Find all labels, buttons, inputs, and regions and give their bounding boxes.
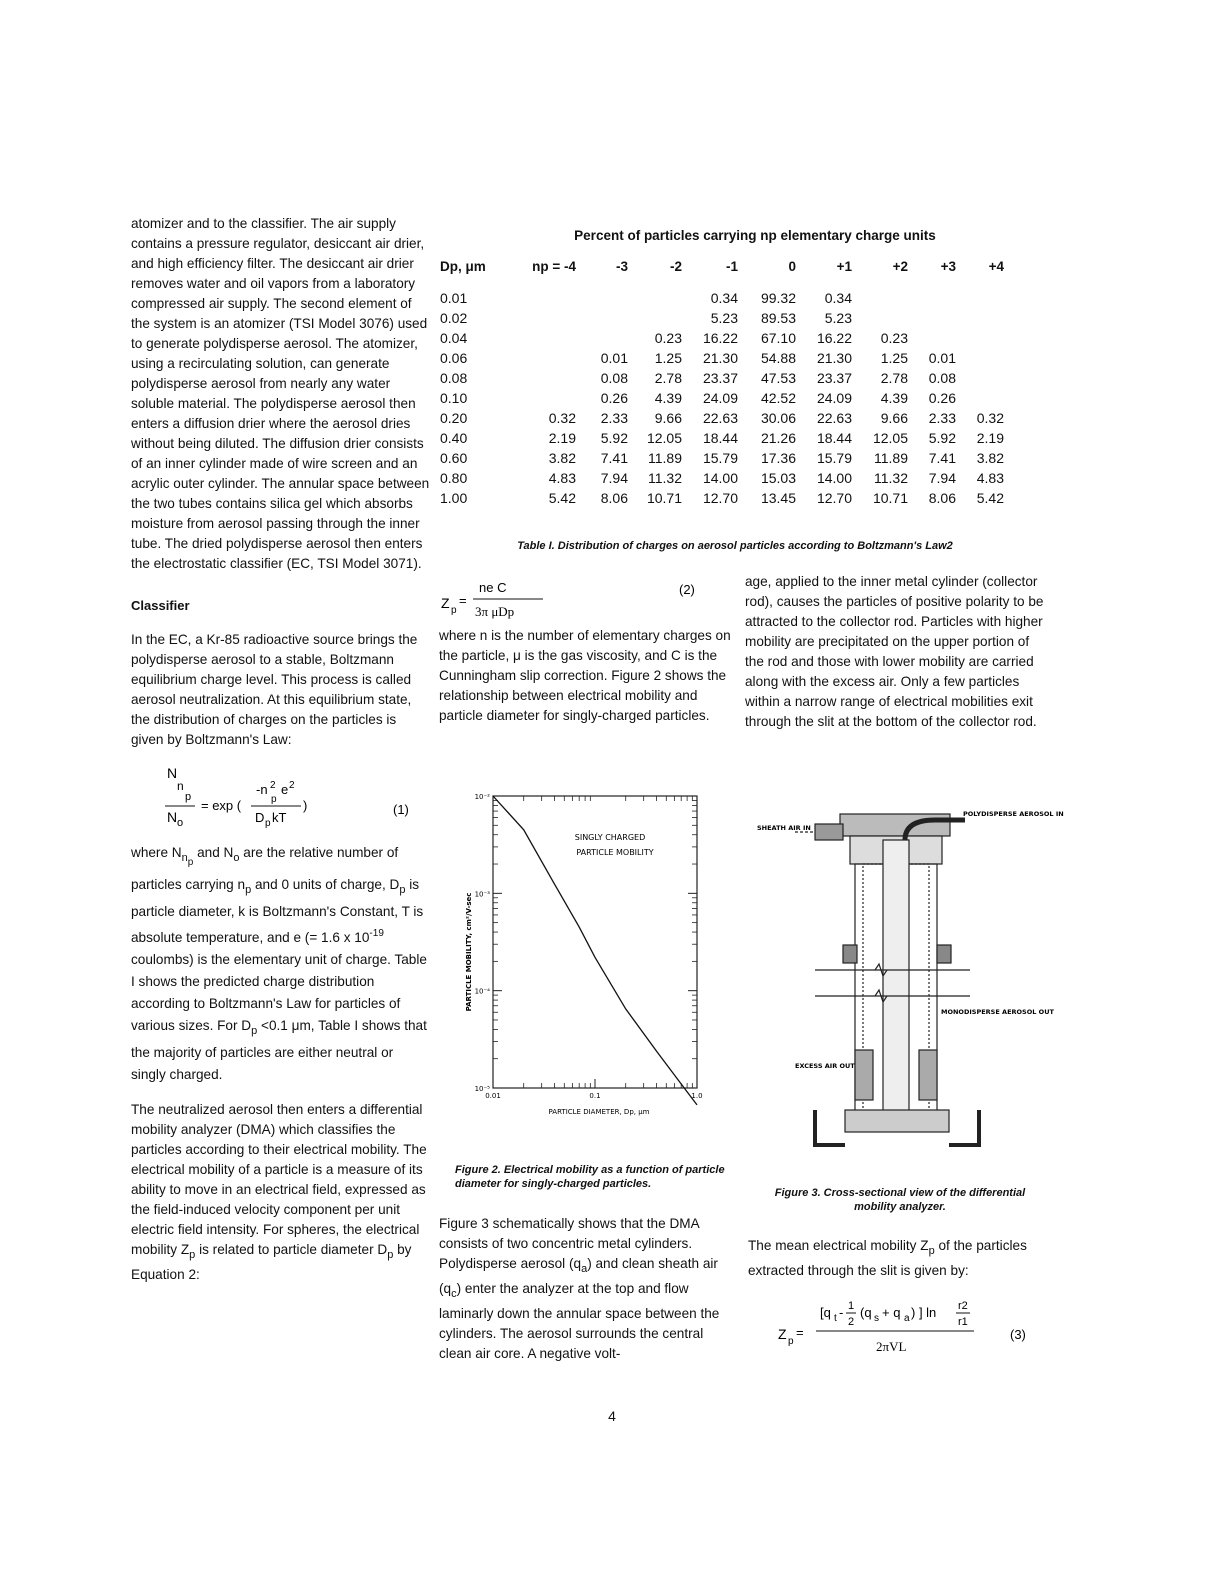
figure-3-diagram: [755, 810, 1064, 1160]
svg-text:= exp (: = exp (: [201, 798, 242, 813]
table-row: [440, 288, 1004, 308]
table-cell: 0.01: [440, 290, 468, 306]
body-paragraph: where n is the number of elementary charges on the particle, μ is the gas viscosity, and C is the Cunningham slip correction. Figure 2 shows the relationship between electrical mobility and particle diameter for singly-charged particles.: [439, 628, 731, 723]
svg-text:=: =: [796, 1325, 804, 1340]
table-cell: 4.39: [654, 390, 682, 406]
table-row: [440, 428, 1004, 448]
table-header-cell: 0: [788, 259, 796, 274]
equation-2-denominator: 3π μDp: [475, 604, 515, 619]
table-cell: 0.34: [824, 290, 852, 306]
text-fragment: of the particles extracted through the slit is given by:: [748, 1238, 1027, 1278]
svg-text:Z: Z: [778, 1326, 787, 1342]
table-cell: 54.88: [760, 350, 796, 366]
table-cell: [956, 388, 1004, 408]
chart-title-line-1: SINGLY CHARGED: [574, 833, 646, 842]
table-cell: 18.44: [702, 430, 738, 446]
table-cell: 8.06: [928, 490, 956, 506]
table-cell: 13.45: [760, 490, 796, 506]
x-tick-label: 0.1: [589, 1092, 601, 1100]
body-paragraph: atomizer and to the classifier. The air supply contains a pressure regulator, desiccant air drier, and high efficiency filter. The desiccant air drier removes water and oil vapors from a laboratory compressed air supply. The second element of the system is an atomizer (TSI Model 3076) used to generate polydisperse aerosol. The atomizer, using a recirculating solution, can generate polydisperse aerosol from nearly any water soluble material. The polydisperse aerosol then enters a diffusion drier where the aerosol dries without being diluted. The diffusion drier consists of an inner cylinder made of wire screen and an acrylic outer cylinder. The annular space between the two tubes contains silica gel which absorbs moisture from aerosol passing through the inner tube. The dried polydisperse aerosol then enters the electrostatic classifier (EC, TSI Model 3071).: [131, 216, 430, 571]
table-cell: 5.92: [928, 430, 956, 446]
table-cell: [628, 308, 682, 328]
side-fitting: [937, 945, 951, 963]
text-fragment: and N: [193, 845, 234, 860]
table-cell: 10.71: [646, 490, 682, 506]
table-cell: 5.42: [976, 490, 1004, 506]
equation-1-graphic: [131, 764, 431, 838]
table: [440, 259, 1004, 508]
table-cell: 2.19: [976, 430, 1004, 446]
table-cell: 22.63: [816, 410, 852, 426]
table-cell: [852, 308, 908, 328]
table-cell: 9.66: [654, 410, 682, 426]
table-cell: 0.10: [440, 390, 468, 406]
bottom-base: [845, 1110, 949, 1132]
table-cell: [576, 308, 628, 328]
table-cell: 11.89: [648, 450, 682, 466]
svg-text:o: o: [177, 817, 184, 829]
mono-outlet-tube: [949, 1110, 979, 1145]
table-cell: 0.60: [440, 450, 468, 466]
body-paragraph: age, applied to the inner metal cylinder (collector rod), causes the particles of positive polarity to be attracted to the collector rod. Particles with higher mobility are precipitated on the upper portion of the rod and those with lower mobility are carried along with the excess air. Only a few particles within a narrow range of electrical mobilities exit through the slit at the bottom of the collector rod.: [745, 574, 1044, 729]
mono-label: MONODISPERSE AEROSOL OUT: [941, 1008, 1054, 1016]
svg-text:2: 2: [289, 780, 295, 791]
table-cell: 47.53: [760, 370, 796, 386]
table-header-cell: +3: [940, 259, 956, 274]
table-cell: 11.32: [874, 470, 908, 486]
table-cell: 1.00: [440, 490, 468, 506]
svg-text:N: N: [167, 765, 178, 781]
svg-text:2: 2: [848, 1316, 855, 1328]
table-cell: 0.02: [440, 310, 468, 326]
left-column: [131, 214, 431, 1299]
table-cell: 11.32: [648, 470, 682, 486]
table-caption: Table I. Distribution of charges on aerosol particles according to Boltzmann's Law2: [517, 540, 953, 552]
table-cell: 5.23: [824, 310, 852, 326]
table-cell: 5.42: [548, 490, 576, 506]
table-cell: 3.82: [548, 450, 576, 466]
table-cell: 0.26: [600, 390, 628, 406]
svg-text:[q: [q: [820, 1305, 831, 1320]
table-cell: 7.41: [928, 450, 956, 466]
table-cell: 14.00: [702, 470, 738, 486]
excess-label: EXCESS AIR OUT: [795, 1062, 855, 1070]
table-title: Percent of particles carrying np elementary charge units: [574, 228, 936, 243]
table-cell: 0.40: [440, 430, 468, 446]
table-cell: 18.44: [816, 430, 852, 446]
table-cell: [956, 348, 1004, 368]
table-cell: [956, 328, 1004, 348]
collector-rod: [883, 840, 909, 1120]
svg-text:(q: (q: [860, 1305, 872, 1320]
table-cell: 7.41: [600, 450, 628, 466]
table-cell: 1.25: [654, 350, 682, 366]
table-row: [440, 368, 1004, 388]
svg-text:2: 2: [270, 780, 276, 791]
charge-distribution-table: [440, 228, 1030, 508]
text-fragment: are the relative number of particles carrying n: [131, 845, 399, 892]
table-row: [440, 308, 1004, 328]
chart-title-line-2: PARTICLE MOBILITY: [576, 848, 654, 857]
x-axis-label: PARTICLE DIAMETER, Dp, μm: [548, 1108, 650, 1116]
text-fragment: The neutralized aerosol then enters a differential mobility analyzer (DMA) which classifies the particles according to their electrical mobility. The electrical mobility of a particle is a measure of its ability to move in an electrical field, expressed as the field-induced velocity component per unit electric field intensity. For spheres, the electrical mobility Z: [131, 1102, 427, 1257]
table-row: [440, 448, 1004, 468]
figure-2-chart: [455, 788, 720, 1128]
table-cell: 12.05: [872, 430, 908, 446]
right-column-lower: [748, 1236, 1048, 1371]
table-cell: 16.22: [816, 330, 852, 346]
text-fragment: is related to particle diameter D: [195, 1242, 388, 1257]
table-cell: [852, 288, 908, 308]
table-cell: 4.83: [976, 470, 1004, 486]
table-cell: 11.89: [874, 450, 908, 466]
table-cell: [576, 328, 628, 348]
table-cell: 15.79: [702, 450, 738, 466]
text-fragment: The mean electrical mobility Z: [748, 1238, 929, 1253]
figure-2-caption: Figure 2. Electrical mobility as a function of particle diameter for singly-charged particles.: [455, 1164, 725, 1190]
table-cell: [510, 368, 576, 388]
svg-text:p: p: [451, 605, 457, 616]
table-cell: 4.39: [880, 390, 908, 406]
table-cell: 0.80: [440, 470, 468, 486]
equation-3: [748, 1295, 1048, 1365]
equation-1-number: (1): [393, 802, 409, 817]
text-fragment: is particle diameter, k is Boltzmann's Constant, T is absolute temperature, and e (= 1.6 x 10: [131, 877, 424, 945]
table-cell: 17.36: [760, 450, 796, 466]
table-cell: 7.94: [600, 470, 628, 486]
x-tick-label: 1.0: [691, 1092, 703, 1100]
svg-text:e: e: [281, 782, 289, 797]
svg-text:D: D: [255, 810, 265, 825]
side-fitting: [843, 945, 857, 963]
table-header-cell: -3: [615, 259, 628, 274]
table-cell: [510, 308, 576, 328]
table-cell: [908, 288, 956, 308]
table-header-cell: +2: [892, 259, 908, 274]
svg-text:a: a: [904, 1313, 910, 1324]
poly-label: POLYDISPERSE AEROSOL IN: [963, 810, 1064, 818]
svg-text:p: p: [185, 791, 192, 803]
svg-text:p: p: [271, 794, 277, 805]
table-cell: [956, 288, 1004, 308]
table-cell: 30.06: [760, 410, 796, 426]
table-cell: 2.33: [600, 410, 628, 426]
table-row: [440, 468, 1004, 488]
sheath-label: SHEATH AIR IN: [757, 824, 811, 832]
table-cell: [628, 288, 682, 308]
table-header-cell: +1: [836, 259, 852, 274]
y-tick-label: 10⁻⁵: [474, 1085, 490, 1093]
svg-text:-: -: [839, 1305, 844, 1320]
table-cell: 21.26: [760, 430, 796, 446]
equation-2-graphic: [439, 572, 739, 626]
text-fragment: ) and clean sheath air (q: [439, 1256, 718, 1296]
svg-text:s: s: [874, 1313, 879, 1324]
table-cell: 0.32: [548, 410, 576, 426]
svg-text:1: 1: [848, 1300, 855, 1312]
table-cell: [510, 388, 576, 408]
text-fragment: <0.1 μm, Table I shows that the majority of particles are either neutral or singly charged.: [131, 1018, 427, 1082]
table-header-cell: +4: [988, 259, 1004, 274]
table-cell: 9.66: [880, 410, 908, 426]
equation-2: [439, 572, 739, 626]
equation-2-number: (2): [679, 582, 695, 597]
excess-air-tube: [815, 1110, 845, 1145]
table-cell: 14.00: [816, 470, 852, 486]
mono-outlet-fitting: [919, 1050, 937, 1100]
equation-2-numerator: ne C: [479, 580, 507, 595]
svg-text:r2: r2: [958, 1300, 968, 1312]
table-cell: 0.20: [440, 410, 468, 426]
table-cell: 0.06: [440, 350, 468, 366]
table-row: [440, 488, 1004, 508]
table-body: [440, 288, 1004, 508]
y-tick-label: 10⁻⁴: [474, 987, 490, 996]
equation-3-number: (3): [1010, 1327, 1026, 1342]
y-axis-label: PARTICLE MOBILITY, cm²/V-sec: [465, 892, 473, 1012]
table-row: [440, 388, 1004, 408]
table-cell: 21.30: [816, 350, 852, 366]
body-paragraph: Figure 3 schematically shows that the DMA consists of two concentric metal cylinders. Polydisperse aerosol $(q_a)$ and clean sheath air $(q_c)$ enter the analyzer at the top and flow laminarly down the annular space between the cylinders. The aerosol surrounds the central clean air core. A negative volt-: [439, 1216, 720, 1361]
table-cell: 0.01: [600, 350, 628, 366]
svg-text:kT: kT: [272, 810, 287, 825]
text-fragment: ) enter the analyzer at the top and flow laminarly down the annular space between the cylinders. The aerosol surrounds the central clean air core. A negative volt-: [439, 1281, 720, 1361]
table-cell: 5.23: [710, 310, 738, 326]
table-cell: 21.30: [702, 350, 738, 366]
table-cell: 3.82: [976, 450, 1004, 466]
svg-text:=: =: [459, 593, 467, 608]
y-tick-label: 10⁻³: [474, 890, 490, 899]
svg-text:t: t: [834, 1313, 837, 1324]
table-cell: 2.19: [548, 430, 576, 446]
table-cell: 12.70: [816, 490, 852, 506]
excess-air-fitting: [855, 1050, 873, 1100]
page-number: 4: [608, 1408, 616, 1424]
text-fragment: and 0 units of charge, D: [251, 877, 400, 892]
table-header-row: [440, 259, 1004, 288]
table-cell: 0.32: [976, 410, 1004, 426]
table-header-cell: -2: [669, 259, 682, 274]
table-cell: 2.78: [654, 370, 682, 386]
text-fragment: coulombs) is the elementary unit of charge. Table I shows the predicted charge distribution according to Boltzmann's Law for particles of various sizes. For D: [131, 952, 427, 1033]
table-cell: 12.70: [702, 490, 738, 506]
table-cell: 2.78: [880, 370, 908, 386]
table-header-cell: Dp, μm: [440, 259, 486, 274]
body-paragraph: The mean electrical mobility $Z_p$ of the particles extracted through the slit is given by:: [748, 1238, 1027, 1278]
y-tick-label: 10⁻²: [474, 793, 490, 801]
svg-text:N: N: [167, 809, 178, 825]
table-cell: 15.79: [816, 450, 852, 466]
table-cell: 23.37: [702, 370, 738, 386]
table-cell: 16.22: [702, 330, 738, 346]
body-paragraph: The neutralized aerosol then enters a differential mobility analyzer (DMA) which classifies the particles according to their electrical mobility. The electrical mobility of a particle is a measure of its ability to move in an electrical field, expressed as the field-induced velocity component per unit electric field intensity. For spheres, the electrical mobility $Z_p$ is related to particle diameter $D_p$ by Equation 2:: [131, 1102, 427, 1282]
table-cell: [956, 368, 1004, 388]
table-cell: 5.92: [600, 430, 628, 446]
table-cell: 23.37: [816, 370, 852, 386]
table-cell: [908, 308, 956, 328]
text-fragment: where N: [131, 845, 182, 860]
table-header-cell: -1: [725, 259, 738, 274]
table-cell: 7.94: [928, 470, 956, 486]
mobility-curve: [493, 796, 697, 1105]
table-cell: 99.32: [760, 290, 796, 306]
x-tick-label: 0.01: [485, 1092, 501, 1100]
svg-text:) ] ln: ) ] ln: [911, 1305, 937, 1320]
svg-text:p: p: [788, 1336, 794, 1347]
table-cell: 0.08: [928, 370, 956, 386]
table-cell: 0.23: [880, 330, 908, 346]
svg-text:-n: -n: [256, 782, 268, 797]
table-cell: 89.53: [760, 310, 796, 326]
svg-text:+ q: + q: [882, 1305, 901, 1320]
table-cell: 8.06: [600, 490, 628, 506]
table-row: [440, 408, 1004, 428]
right-column: [745, 572, 1045, 746]
top-cap: [840, 814, 950, 836]
text-fragment: Figure 3 schematically shows that the DMA consists of two concentric metal cylinders. Polydisperse aerosol (q: [439, 1216, 699, 1271]
table-row: [440, 348, 1004, 368]
table-cell: 22.63: [702, 410, 738, 426]
table-cell: 10.71: [872, 490, 908, 506]
equation-1: [131, 764, 431, 838]
table-cell: 0.04: [440, 330, 468, 346]
table-cell: [576, 288, 628, 308]
table-cell: [956, 308, 1004, 328]
middle-column-lower: [439, 1214, 739, 1378]
figure-3-caption: Figure 3. Cross-sectional view of the differential mobility analyzer.: [774, 1187, 1026, 1213]
table-cell: 0.08: [440, 370, 468, 386]
table-cell: 0.23: [654, 330, 682, 346]
table-cell: [510, 288, 576, 308]
svg-text:n: n: [177, 779, 184, 793]
table-cell: 0.08: [600, 370, 628, 386]
table-cell: [908, 328, 956, 348]
table-cell: [510, 328, 576, 348]
table-row: [440, 328, 1004, 348]
table-cell: 0.01: [928, 350, 956, 366]
text-fragment: -19: [369, 928, 384, 939]
table-header-cell: np = -4: [532, 259, 576, 274]
body-paragraph: where $N_{np}$ and $N_o$ are the relative number of particles carrying $n_p$ and 0 units of charge, $D_p$ is particle diameter, k is Boltzmann's Constant, T is absolute temperature, and e (= 1.6 x $10^{-19}$ coulombs) is the elementary unit of charge. Table I shows the predicted charge distribution according to Boltzmann's Law for particles of various sizes. For $D_p <0.1$ μm, Table I shows that the majority of particles are either neutral or singly charged.: [131, 845, 427, 1082]
table-cell: 42.52: [760, 390, 796, 406]
svg-text:p: p: [265, 818, 271, 829]
middle-column: [439, 572, 739, 740]
table-cell: 12.05: [646, 430, 682, 446]
svg-text:2πVL: 2πVL: [876, 1339, 907, 1354]
table-cell: 0.34: [710, 290, 738, 306]
table-cell: 1.25: [880, 350, 908, 366]
table-cell: 24.09: [816, 390, 852, 406]
svg-text:r1: r1: [958, 1316, 968, 1328]
table-cell: 15.03: [760, 470, 796, 486]
body-paragraph: In the EC, a Kr-85 radioactive source brings the polydisperse aerosol to a stable, Boltzmann equilibrium charge level. This process is called aerosol neutralization. At this equilibrium state, the distribution of charges on the particles is given by Boltzmann's Law:: [131, 632, 418, 747]
table-cell: [510, 348, 576, 368]
section-heading: Classifier: [131, 598, 190, 613]
table-cell: 0.26: [928, 390, 956, 406]
text-fragment: by Equation 2:: [131, 1242, 412, 1282]
table-cell: 24.09: [702, 390, 738, 406]
table-cell: 4.83: [548, 470, 576, 486]
sheath-inlet-fitting: [815, 824, 843, 840]
svg-text:Z: Z: [441, 595, 450, 611]
svg-text:): ): [303, 798, 308, 813]
table-cell: 2.33: [928, 410, 956, 426]
table-cell: 67.10: [760, 330, 796, 346]
